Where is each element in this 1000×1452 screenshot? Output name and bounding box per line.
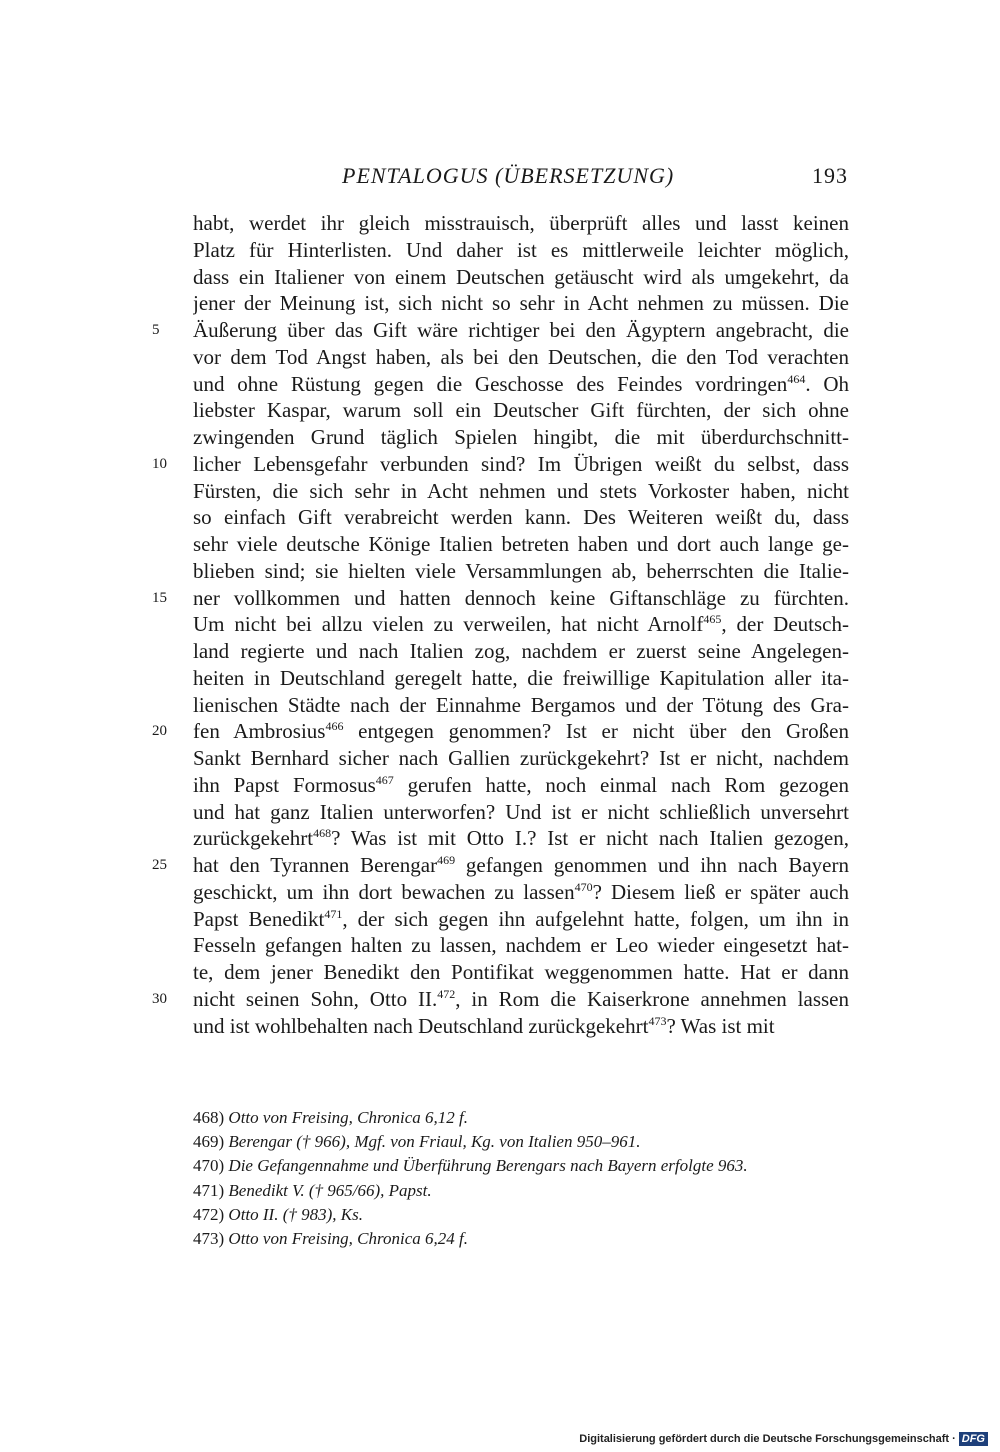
text-line [0,1013,1000,1040]
footnote-ref: 471 [324,906,343,921]
line-text [193,478,849,505]
footnote [193,1130,849,1154]
line-number: 25 [152,857,167,873]
line-text [193,611,849,638]
text-run: dass ein Italiener von einem Deutschen getäuscht wird als umgekehrt, da [193,264,849,289]
text-run: habt, werdet ihr gleich misstrauisch, überprüft alles und lasst keinen [193,211,849,235]
digitization-credit [579,1432,988,1446]
footnote-text: Otto II. († 983), Ks. [228,1204,363,1224]
footnote-text: Benedikt V. († 965/66), Papst. [228,1180,432,1200]
line-number: 10 [152,455,167,472]
line-text [193,799,849,826]
text-line [0,504,1000,531]
text-line [0,959,1000,986]
text-run: zwingenden Grund täglich Spielen hingibt, die mit überdurchschnitt- [193,425,849,449]
text-line [0,478,1000,505]
text-line [0,986,1000,1013]
running-head [0,163,1000,195]
text-run: Um nicht bei allzu vielen zu verweilen, hat nicht Arnolf [193,612,704,637]
text-line [0,317,1000,344]
line-text [193,531,849,558]
text-run: ? Was ist mit Otto I.? Ist er nicht nach Italien gezogen, [331,826,849,851]
line-text [193,906,849,933]
footnote-text: Otto von Freising, Chronica 6,12 f. [228,1108,468,1127]
line-text [193,290,849,317]
line-text [193,344,849,371]
footnotes [193,1106,849,1251]
text-line [0,692,1000,719]
line-text [193,986,849,1013]
text-line [0,531,1000,558]
text-run: gerufen hatte, noch einmal nach Rom gezogen [393,772,849,797]
text-line [0,558,1000,585]
text-run: ner vollkommen und hatten dennoch keine Giftanschläge zu fürchten. [193,585,849,610]
page-number: 193 [812,163,848,188]
text-run: und ist wohlbehalten nach Deutschland zurückgekehrt [193,1013,649,1038]
line-text [193,504,849,531]
line-text [193,1013,849,1040]
line-text [193,825,849,852]
text-run: nicht seinen Sohn, Otto II. [193,986,438,1011]
text-run: und hat ganz Italien unterworfen? Und ist er nicht schließlich unversehrt [193,799,849,824]
text-line [0,638,1000,665]
line-text [193,665,849,692]
text-run: lienischen Städte nach der Einnahme Bergamos und der Tötung des Gra- [193,692,849,717]
footnote [193,1203,849,1227]
text-line [0,424,1000,451]
text-run: Papst Benedikt [193,906,325,931]
text-run: Äußerung über das Gift wäre richtiger bei den Ägyptern angebracht, die [193,318,849,342]
text-run: hat den Tyrannen Berengar [193,853,438,877]
text-run: Fürsten, die sich sehr in Acht nehmen und stets Vorkoster haben, nicht [193,478,849,503]
text-run: ihn Papst Formosus [193,772,376,797]
footnote-text: Die Gefangennahme und Überführung Berengars nach Bayern erfolgte 963. [228,1156,748,1176]
footnote-text: Berengar († 966), Mgf. von Friaul, Kg. von Italien 950–961. [228,1132,641,1152]
line-text [193,451,849,478]
text-line [0,290,1000,317]
footnote-ref: 469 [437,853,456,867]
dfg-logo: DFG [959,1432,988,1446]
line-text [193,745,849,772]
footnote-number: 469) [193,1132,225,1152]
footnote-number: 468) [193,1108,225,1127]
text-run: Sankt Bernhard sicher nach Gallien zurückgekehrt? Ist er nicht, nachdem [193,746,849,770]
running-title: PENTALOGUS (ÜBERSETZUNG) [342,163,675,188]
line-text [193,371,849,398]
line-text [193,424,849,451]
footnote-number: 470) [193,1156,225,1176]
footnote-ref: 465 [703,612,722,627]
line-text [193,638,849,665]
text-run: liebster Kaspar, warum soll ein Deutscher Gift fürchten, der sich ohne [193,398,849,423]
text-run: zurückgekehrt [193,826,314,851]
text-run: gefangen genommen und ihn nach Bayern [455,853,849,877]
text-line [0,799,1000,826]
line-text [193,932,849,959]
text-line [0,745,1000,772]
text-line [0,932,1000,959]
text-run: Platz für Hinterlisten. Und daher ist es mittlerweile leichter möglich, [193,237,849,262]
line-text [193,264,849,291]
text-run: vor dem Tod Angst haben, als bei den Deutschen, die den Tod verachten [193,344,849,369]
text-line [0,371,1000,398]
footnote-number: 473) [193,1228,225,1248]
line-number: 20 [152,723,167,740]
text-line [0,451,1000,478]
line-number: 15 [152,589,167,606]
text-line [0,718,1000,745]
line-text [193,317,849,344]
text-line [0,210,1000,237]
text-line [0,879,1000,906]
text-run: entgegen genommen? Ist er nicht über den Großen [343,719,849,744]
credit-text: Digitalisierung gefördert durch die Deutsche Forschungsgemeinschaft · [579,1433,956,1445]
footnote [193,1179,849,1203]
text-run: ? Diesem ließ er später auch [592,879,849,904]
line-text [193,397,849,424]
text-run: te, dem jener Benedikt den Pontifikat weggenommen hatte. Hat er dann [193,960,849,984]
line-text [193,879,849,906]
text-run: . Oh [805,371,849,396]
text-run: , in Rom die Kaiserkrone annehmen lassen [455,986,849,1011]
footnote-ref: 472 [437,986,456,1001]
text-run: so einfach Gift verabreicht werden kann. Des Weiteren weißt du, dass [193,505,849,530]
line-text [193,718,849,745]
text-run: blieben sind; sie hielten viele Versammlungen ab, beherrschten die Italie- [193,558,849,583]
line-text [193,237,849,264]
text-line [0,772,1000,799]
footnote-number: 471) [193,1180,225,1200]
text-line [0,825,1000,852]
text-run: land regierte und nach Italien zog, nachdem er zuerst seine Angelegen- [193,639,849,663]
main-text [0,210,1000,1039]
footnote-ref: 467 [375,772,394,787]
text-line [0,611,1000,638]
text-run: sehr viele deutsche Könige Italien betreten haben und dort auch lange ge- [193,532,849,556]
text-line [0,585,1000,612]
text-line [0,264,1000,291]
text-line [0,852,1000,879]
footnote-ref: 473 [648,1013,667,1028]
footnote [193,1106,849,1130]
text-run: ? Was ist mit [666,1013,775,1038]
footnote-number: 472) [193,1204,225,1224]
text-line [0,397,1000,424]
text-run: Fesseln gefangen halten zu lassen, nachdem er Leo wieder eingesetzt hat- [193,933,849,958]
text-line [0,906,1000,933]
line-text [193,585,849,612]
footnote-ref: 468 [313,826,332,841]
footnote-ref: 466 [325,719,344,734]
line-number: 30 [152,990,167,1007]
footnote-ref: 470 [574,879,593,894]
text-run: und ohne Rüstung gegen die Geschosse des Feindes vordringen [193,371,788,396]
text-line [0,237,1000,264]
footnote [193,1154,849,1178]
text-run: jener der Meinung ist, sich nicht so sehr in Acht nehmen zu müssen. Die [193,291,849,316]
line-text [193,692,849,719]
text-line [0,344,1000,371]
text-run: geschickt, um ihn dort bewachen zu lassen [193,879,575,904]
line-text [193,959,849,986]
text-run: licher Lebensgefahr verbunden sind? Im Übrigen weißt du selbst, dass [193,451,849,476]
footnote-ref: 464 [787,371,806,386]
line-text [193,772,849,799]
line-text [193,558,849,585]
text-run: heiten in Deutschland geregelt hatte, die freiwillige Kapitulation aller ita- [193,665,849,690]
text-run: , der Deutsch- [721,612,849,637]
footnote-text: Otto von Freising, Chronica 6,24 f. [228,1228,468,1248]
text-run: , der sich gegen ihn aufgelehnt hatte, folgen, um ihn in [342,906,849,931]
footnote [193,1227,849,1251]
text-line [0,665,1000,692]
line-text [193,852,849,879]
line-number: 5 [152,322,160,338]
line-text [193,210,849,237]
text-run: fen Ambrosius [193,719,326,744]
